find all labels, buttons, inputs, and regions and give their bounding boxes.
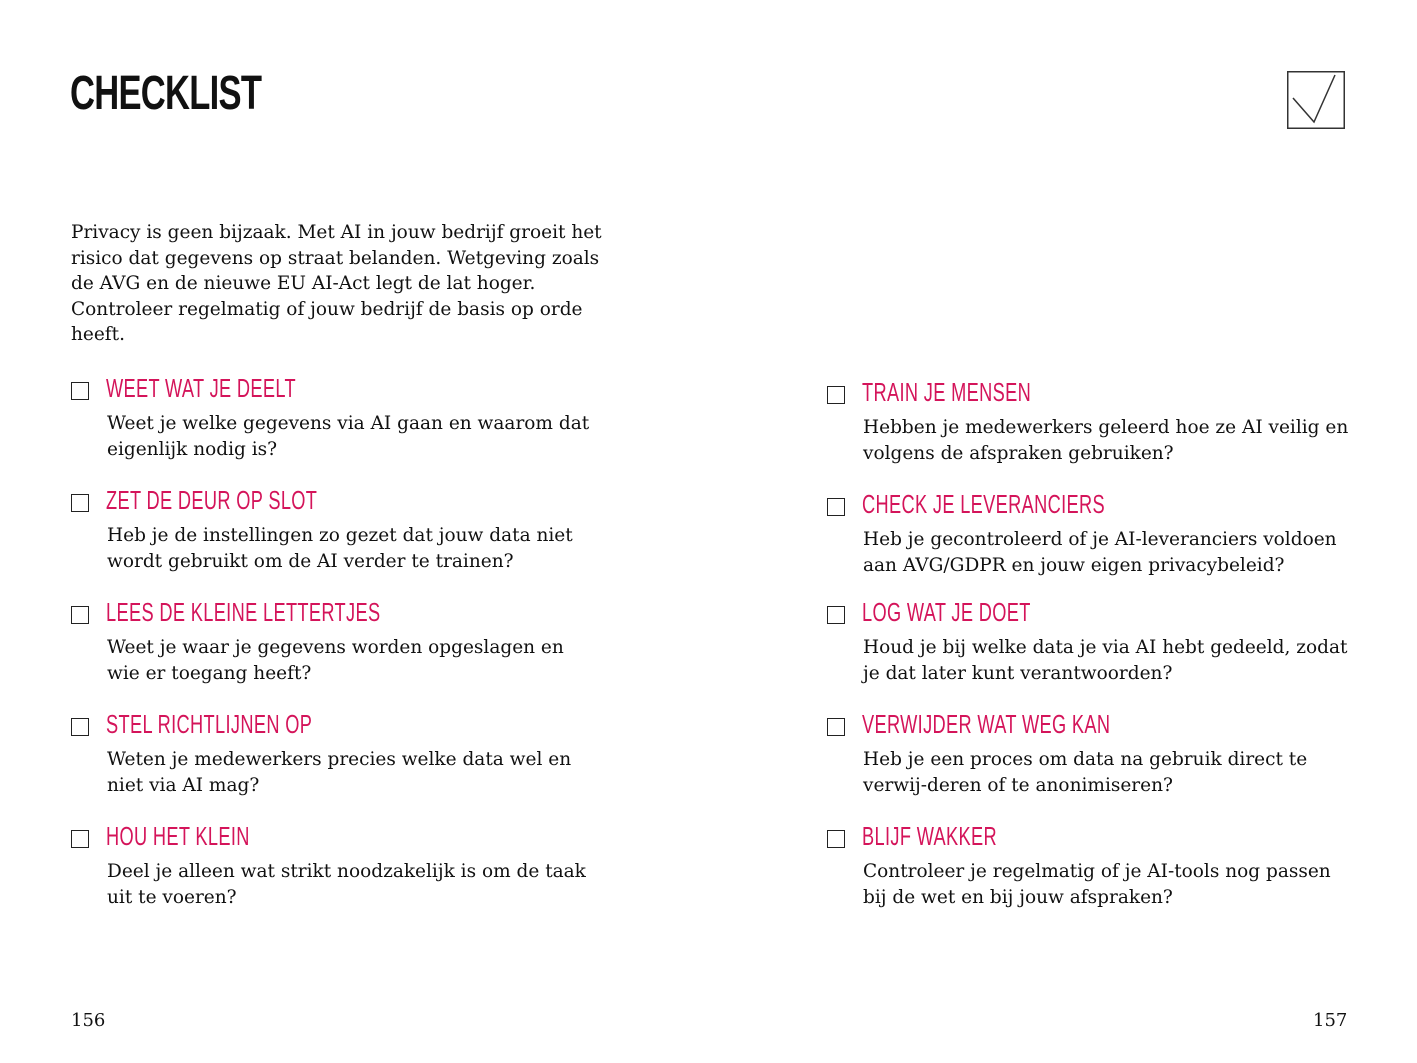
item-text: Weten je medewerkers precies welke data wel en niet via AI mag?	[107, 749, 572, 796]
checkbox-icon[interactable]	[71, 718, 89, 736]
item-text: Controleer je regelmatig of je AI-tools nog passen bij de wet en bij jouw afspraken?	[863, 861, 1331, 908]
item-text: Deel je alleen wat strikt noodzakelijk is om de taak uit te voeren?	[107, 861, 586, 908]
item-title: ZET DE DEUR OP SLOT	[106, 485, 318, 515]
item-title: TRAIN JE MENSEN	[862, 377, 1032, 407]
item-text: Weet je waar je gegevens worden opgeslagen en wie er toegang heeft?	[107, 637, 564, 684]
page-number-left: 156	[71, 1010, 106, 1031]
checkbox-icon[interactable]	[71, 494, 89, 512]
item-text: Heb je gecontroleerd of je AI-leveranciers voldoen aan AVG/GDPR en jouw eigen privacybeleid?	[863, 529, 1337, 576]
checkbox-icon[interactable]	[71, 830, 89, 848]
item-title: CHECK JE LEVERANCIERS	[862, 489, 1106, 519]
checkbox-icon[interactable]	[827, 498, 845, 516]
checkbox-icon[interactable]	[827, 386, 845, 404]
item-title: BLIJF WAKKER	[862, 821, 998, 851]
checkbox-icon[interactable]	[71, 382, 89, 400]
item-title: LOG WAT JE DOET	[862, 597, 1031, 627]
checkmark-box-icon	[1287, 71, 1345, 129]
item-title: STEL RICHTLIJNEN OP	[106, 709, 313, 739]
item-text: Houd je bij welke data je via AI hebt gedeeld, zodat je dat later kunt verantwoorden?	[863, 637, 1348, 684]
checkbox-icon[interactable]	[827, 606, 845, 624]
intro-paragraph: Privacy is geen bijzaak. Met AI in jouw bedrijf groeit het risico dat gegevens op straat belanden. Wetgeving zoals de AVG en de nieuwe EU AI-Act legt de lat hoger. Controleer regelmatig of jouw bedrijf de basis op orde heeft.	[71, 222, 602, 345]
item-text: Hebben je medewerkers geleerd hoe ze AI veilig en volgens de afspraken gebruiken?	[863, 417, 1349, 464]
item-title: WEET WAT JE DEELT	[106, 373, 296, 403]
checkbox-icon[interactable]	[827, 718, 845, 736]
page-number-right: 157	[1313, 1010, 1348, 1031]
item-title: LEES DE KLEINE LETTERTJES	[106, 597, 381, 627]
page-title: CHECKLIST	[70, 67, 262, 120]
item-title: VERWIJDER WAT WEG KAN	[862, 709, 1111, 739]
checkbox-icon[interactable]	[827, 830, 845, 848]
item-text: Heb je de instellingen zo gezet dat jouw data niet wordt gebruikt om de AI verder te trainen?	[107, 525, 573, 572]
checkbox-icon[interactable]	[71, 606, 89, 624]
item-text: Heb je een proces om data na gebruik direct te verwij-deren of te anonimiseren?	[863, 749, 1308, 796]
item-text: Weet je welke gegevens via AI gaan en waarom dat eigenlijk nodig is?	[107, 413, 590, 460]
item-title: HOU HET KLEIN	[106, 821, 250, 851]
